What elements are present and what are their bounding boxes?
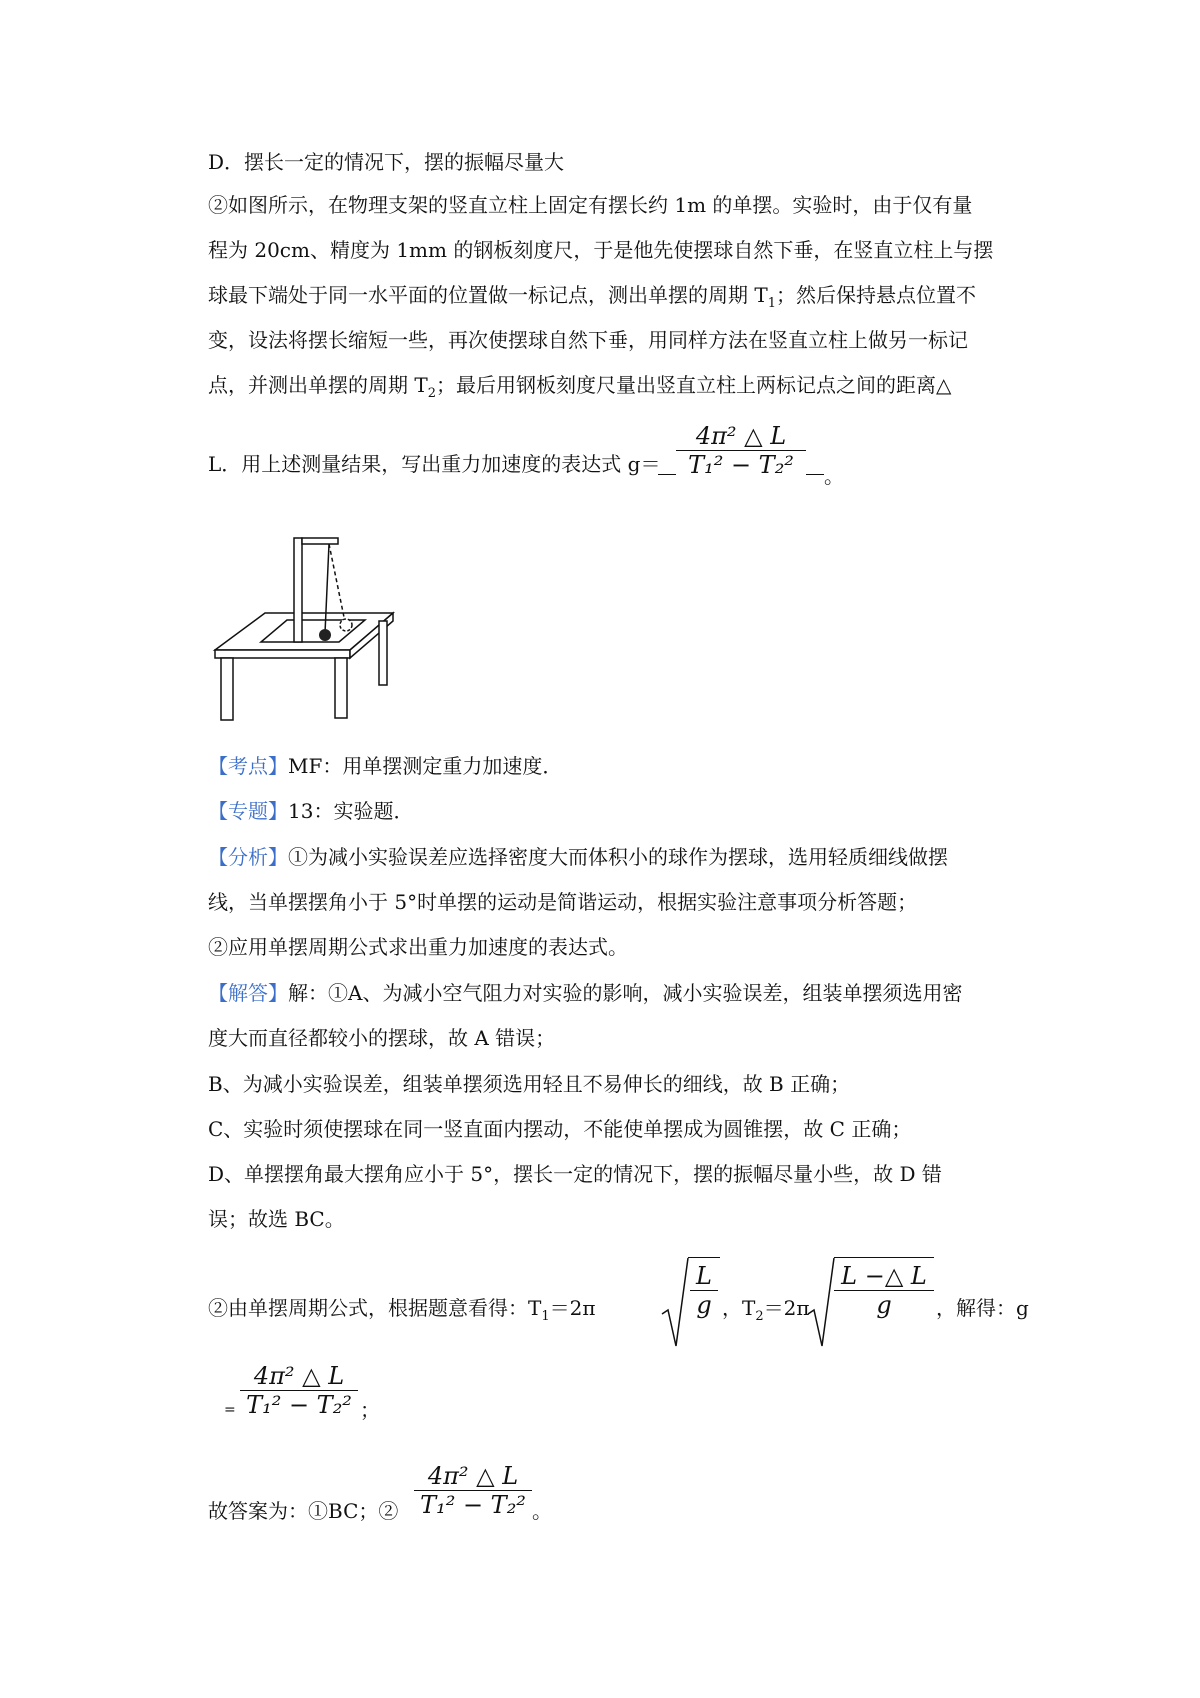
subscript: 2 (427, 386, 436, 401)
text-fragment (722, 1294, 810, 1331)
text-fragment: ；然后保持悬点位置不 (775, 283, 976, 307)
text-line: B、为减小实验误差，组装单摆须选用轻且不易伸长的细线，故 B 正确； (208, 1072, 851, 1096)
text-fragment: L．用上述测量结果，写出重力加速度的表达式 g＝ (208, 452, 661, 476)
table-edge (215, 650, 350, 658)
kaodian-text: MF：用单摆测定重力加速度． (288, 754, 563, 778)
text-line: 程为 20cm、精度为 1mm 的钢板刻度尺，于是他先使摆球自然下垂，在竖直立柱上与摆 (208, 238, 994, 262)
text-fragment: ②由单摆周期公式，根据题意看得：T (208, 1296, 542, 1320)
zhuanti-line (208, 797, 413, 825)
blank-underline-right (806, 474, 824, 475)
kaodian-line (208, 752, 562, 780)
text-line: 变，设法将摆长缩短一些，再次使摆球自然下垂，用同样方法在竖直立柱上做另一标记 (208, 328, 968, 352)
text-fragment: ＝2π (763, 1296, 810, 1320)
equals-sign: = (224, 1402, 236, 1418)
top-arm (302, 538, 338, 544)
jieda-tag: 【解答】 (208, 981, 288, 1005)
table-leg (221, 658, 233, 720)
text-line: 误；故选 BC。 (208, 1207, 345, 1231)
fenxi-text: ①为减小实验误差应选择密度大而体积小的球作为摆球，选用轻质细线做摆 (288, 845, 948, 869)
fenxi-line (208, 843, 948, 871)
vertical-column (294, 538, 302, 642)
zhuanti-text: 13：实验题． (288, 799, 414, 823)
pendulum-bob (319, 629, 331, 641)
text-fragment: ；最后用钢板刻度尺量出竖直立柱上两标记点之间的距离△ (435, 373, 952, 397)
text-fragment: 点，并测出单摆的周期 T (208, 373, 428, 397)
sqrt1-fraction (690, 1262, 718, 1319)
option-d-line: D．摆长一定的情况下，摆的振幅尽量大 (208, 150, 565, 174)
zhuanti-tag: 【专题】 (208, 799, 288, 823)
text-line: ②应用单摆周期公式求出重力加速度的表达式。 (208, 935, 628, 959)
formula-denominator: T₁² − T₂² (688, 451, 794, 479)
sqrt2-denominator: g (876, 1291, 892, 1319)
jieda-line (208, 979, 962, 1007)
formula-numerator: 4π² △ L (253, 1362, 345, 1390)
answer-formula (676, 422, 806, 479)
text-line: 线，当单摆摆角小于 5°时单摆的运动是简谐运动，根据实验注意事项分析答题； (208, 890, 918, 914)
text-fragment: ； (360, 1398, 380, 1422)
sqrt-overline (688, 1257, 720, 1258)
final-formula (414, 1462, 532, 1519)
text-fragment: ，解得：g (936, 1296, 1029, 1320)
sqrt1-denominator: g (696, 1291, 712, 1319)
text-fragment: 。 (824, 464, 844, 488)
jieda-text: 解：①A、为减小空气阻力对实验的影响，减小实验误差，组装单摆须选用密 (288, 981, 963, 1005)
kaodian-tag: 【考点】 (208, 754, 288, 778)
pendulum-string-displaced (329, 544, 345, 622)
sqrt-sign (660, 1256, 690, 1348)
text-line (208, 450, 660, 478)
text-fragment: 。 (532, 1499, 552, 1523)
text-line: D、单摆摆角最大摆角应小于 5°，摆长一定的情况下，摆的振幅尽量小些，故 D 错 (208, 1162, 942, 1186)
final-answer-line: 故答案为：①BC；② (208, 1499, 399, 1523)
table-leg (335, 658, 347, 718)
fenxi-tag: 【分析】 (208, 845, 288, 869)
sqrt2-fraction (834, 1262, 934, 1319)
g-formula (240, 1362, 358, 1419)
sqrt-overline (834, 1257, 934, 1258)
text-line: 度大而直径都较小的摆球，故 A 错误； (208, 1026, 556, 1050)
text-line (208, 281, 976, 318)
text-fragment (208, 1294, 596, 1331)
formula-numerator: 4π² △ L (695, 422, 787, 450)
pendulum-apparatus-figure (205, 530, 395, 740)
formula-numerator: 4π² △ L (427, 1462, 519, 1490)
sqrt1-numerator: L (696, 1262, 712, 1290)
table-leg (379, 621, 387, 685)
subscript: 1 (767, 296, 776, 311)
text-line: ②如图所示，在物理支架的竖直立柱上固定有摆长约 1m 的单摆。实验时，由于仅有量 (208, 193, 973, 217)
sqrt-sign (806, 1256, 836, 1348)
text-line: C、实验时须使摆球在同一竖直面内摆动，不能使单摆成为圆锥摆，故 C 正确； (208, 1117, 912, 1141)
text-line (208, 371, 951, 408)
subscript: 2 (755, 1309, 764, 1324)
text-fragment: 球最下端处于同一水平面的位置做一标记点，测出单摆的周期 T (208, 283, 768, 307)
subscript: 1 (541, 1309, 550, 1324)
text-fragment: ，T (722, 1296, 756, 1320)
blank-underline-left (658, 474, 676, 475)
sqrt2-numerator: L −△ L (841, 1262, 927, 1290)
pendulum-bob-displaced (340, 619, 352, 631)
text-fragment: ＝2π (549, 1296, 596, 1320)
formula-denominator: T₁² − T₂² (246, 1391, 352, 1419)
formula-denominator: T₁² − T₂² (420, 1491, 526, 1519)
